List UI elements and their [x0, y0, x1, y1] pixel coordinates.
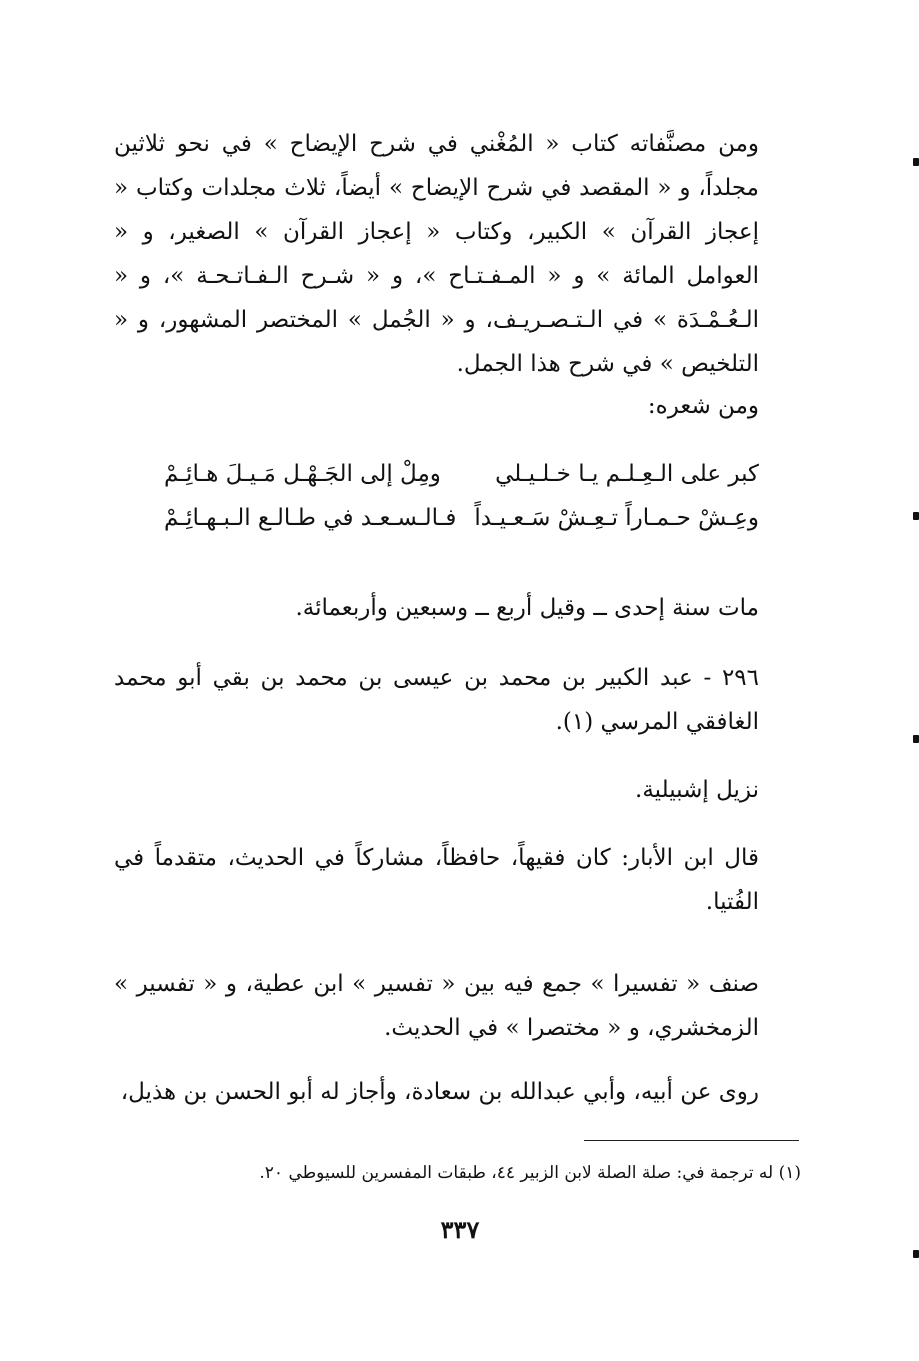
- paragraph-narrated: روى عن أبيه، وأبي عبدالله بن سعادة، وأجاز له أبو الحسن بن هذيل،: [120, 1079, 759, 1105]
- poem-line-1: [164, 452, 759, 496]
- paragraph-compiled-works: صنف « تفسيرا » جمع فيه بين « تفسير » ابن عطية، و « تفسير » الزمخشري، و « مختصرا » في الحديث.: [114, 971, 759, 1041]
- footnote-1: (١) له ترجمة في: صلة الصلة لابن الزبير ٤٤، طبقات المفسرين للسيوطي ٢٠.: [259, 1163, 801, 1183]
- page-number: ٣٣٧: [440, 1215, 480, 1244]
- poem-line-2-first-hemistich: وعِـشْ حـمـاراً تـعِـشْ سَـعـيـداً: [474, 505, 759, 531]
- paragraph-works: ومن مصنَّفاته كتاب « المُغْني في شرح الإيضاح » في نحو ثلاثين مجلداً، و « المقصد في شرح الإيضاح » أيضاً، ثلاث مجلدات وكتاب « إعجاز القرآن » الكبير، وكتاب « إعجاز القرآن » الصغير، و « العوامل المائة » و « المـفـتـاح »، و « شـرح الـفـاتـحـة »، و « الـعُـمْـدَة » في الـتـصـريـف، و « الجُمل » المختصر المشهور، و « التلخيص » في شرح هذا الجمل.: [114, 131, 759, 377]
- margin-mark: [913, 512, 919, 520]
- poem-line-1-second-hemistich: ومِلْ إلى الجَـهْـل مَـيـلَ هـائِـمْ: [164, 461, 441, 487]
- margin-mark: [913, 735, 919, 743]
- poem-line-2: [164, 496, 759, 540]
- paragraph-residence: نزيل إشبيلية.: [635, 777, 759, 803]
- entry-296-heading: ٢٩٦ - عبد الكبير بن محمد بن عيسى بن محمد بن بقي أبو محمد الغافقي المرسي (١).: [114, 665, 759, 735]
- poem-line-2-second-hemistich: فـالـسـعـد في طـالـع الـبـهـائِـمْ: [164, 505, 457, 531]
- poem-line-1-first-hemistich: كبر على الـعِـلـم يـا خـلـيـلي: [495, 461, 759, 487]
- paragraph-death-date: مات سنة إحدى ــ وقيل أربع ــ وسبعين وأربعمائة.: [295, 595, 759, 621]
- paragraph-ibn-al-abbar: قال ابن الأبار: كان فقيهاً، حافظاً، مشاركاً في الحديث، متقدماً في الفُتيا.: [114, 845, 759, 915]
- poetry-intro: ومن شعره:: [647, 393, 759, 419]
- margin-mark: [913, 158, 919, 166]
- margin-mark: [913, 1250, 919, 1258]
- poem: [164, 452, 759, 540]
- footnote-separator: [584, 1140, 799, 1141]
